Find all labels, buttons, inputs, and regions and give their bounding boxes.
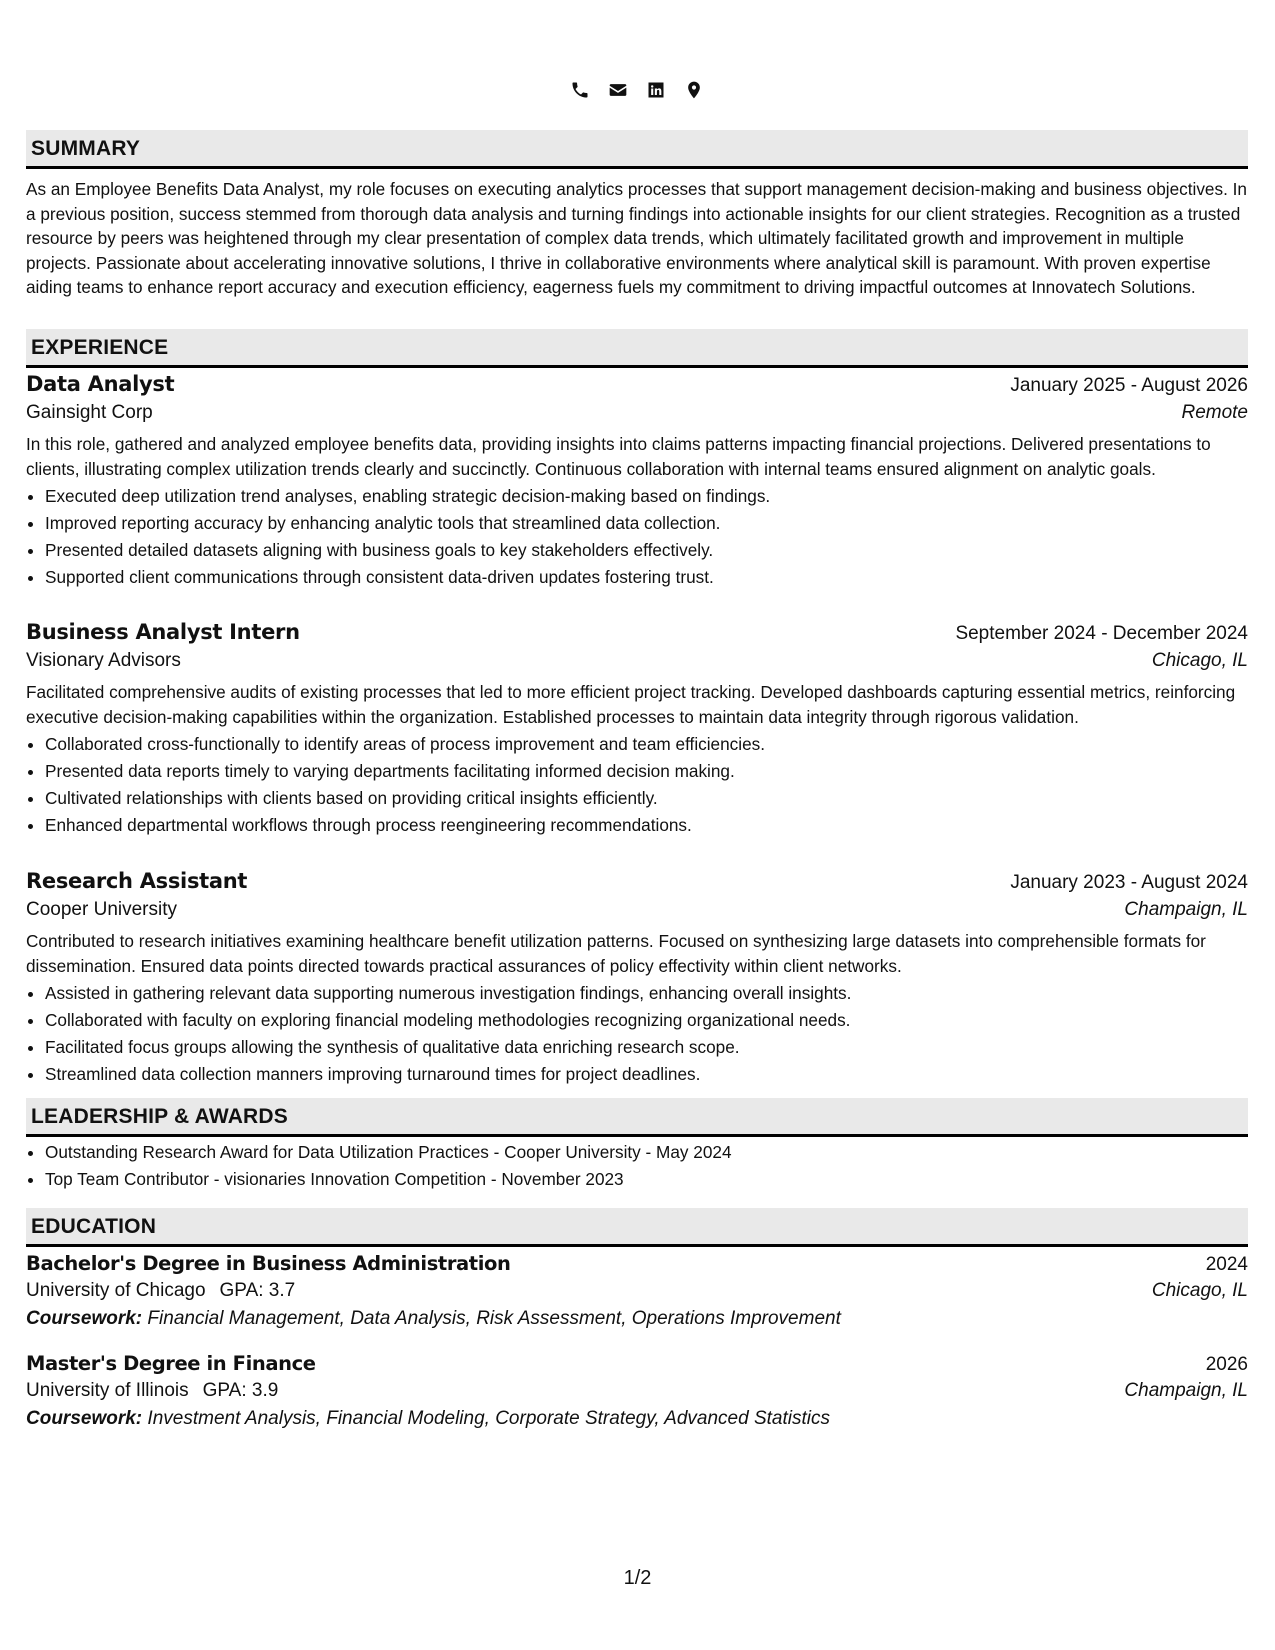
school-name: University of Illinois xyxy=(26,1380,189,1401)
list-item: • Presented data reports timely to varying departments facilitating informed decision making. xyxy=(45,758,1248,785)
job-dates: January 2025 - August 2026 xyxy=(1010,375,1248,396)
linkedin-icon[interactable] xyxy=(646,80,666,100)
leadership-section xyxy=(26,1098,1248,1193)
job-entry xyxy=(26,869,1248,1087)
list-item: • Top Team Contributor - visionaries Innovation Competition - November 2023 xyxy=(45,1166,1248,1193)
summary-heading: SUMMARY xyxy=(26,130,1248,169)
school-line xyxy=(26,1380,278,1402)
job-description: In this role, gathered and analyzed employee benefits data, providing insights into claims patterns impacting financial projections. Delivered presentations to clients, illustrating complex utilization trends clearly and succinctly. Continuous collaboration with internal teams ensured alignment on analytic goals. xyxy=(26,434,1211,479)
gpa: GPA: 3.9 xyxy=(202,1380,279,1401)
page-number: 1/2 xyxy=(623,1567,652,1589)
coursework-list: Financial Management, Data Analysis, Risk Assessment, Operations Improvement xyxy=(147,1308,841,1329)
degree-title: Bachelor's Degree in Business Administration xyxy=(26,1252,511,1275)
job-location: Chicago, IL xyxy=(1151,650,1248,671)
coursework-label: Coursework: xyxy=(26,1408,143,1429)
list-item: • Collaborated with faculty on exploring financial modeling methodologies recognizing organizational needs. xyxy=(45,1007,1248,1034)
job-title: Research Assistant xyxy=(26,869,248,893)
job-description: Facilitated comprehensive audits of existing processes that led to more efficient project tracking. Developed dashboards capturing essential metrics, reinforcing executive decision-making capabilities within the organization. Established processes to maintain data integrity through rigorous validation. xyxy=(26,682,1236,727)
leadership-heading: LEADERSHIP & AWARDS xyxy=(26,1098,1248,1137)
education-section xyxy=(26,1208,1248,1247)
map-pin-icon[interactable] xyxy=(684,80,704,100)
degree-year: 2026 xyxy=(1205,1354,1248,1375)
job-dates: September 2024 - December 2024 xyxy=(955,623,1248,644)
contact-icons-row xyxy=(26,80,1248,100)
job-bullets xyxy=(26,980,1248,1087)
education-entry xyxy=(26,1352,1248,1430)
job-description: Contributed to research initiatives examining healthcare benefit utilization patterns. Focused on synthesizing large datasets into comprehensible formats for dissemination. Ensured data points directed towards practical assurances of policy effectivity within client networks. xyxy=(26,931,1206,976)
gpa: GPA: 3.7 xyxy=(219,1280,296,1301)
school-location: Champaign, IL xyxy=(1124,1380,1248,1401)
list-item: • Improved reporting accuracy by enhancing analytic tools that streamlined data collection. xyxy=(45,510,1248,537)
job-dates: January 2023 - August 2024 xyxy=(1010,872,1248,893)
job-entry xyxy=(26,372,1248,590)
summary-section xyxy=(26,130,1248,300)
list-item: • Outstanding Research Award for Data Utilization Practices - Cooper University - May 2024 xyxy=(45,1139,1248,1166)
phone-icon[interactable] xyxy=(570,80,590,100)
job-location: Champaign, IL xyxy=(1124,899,1248,920)
school-line xyxy=(26,1280,295,1302)
education-entry xyxy=(26,1252,1248,1330)
degree-title: Master's Degree in Finance xyxy=(26,1352,316,1375)
list-item: • Executed deep utilization trend analyses, enabling strategic decision-making based on findings. xyxy=(45,483,1248,510)
job-bullets xyxy=(26,731,1248,838)
job-location: Remote xyxy=(1181,402,1248,423)
coursework xyxy=(26,1308,1248,1330)
job-company: Gainsight Corp xyxy=(26,402,153,423)
degree-year: 2024 xyxy=(1205,1254,1248,1275)
list-item: • Cultivated relationships with clients based on providing critical insights efficiently. xyxy=(45,785,1248,812)
list-item: • Collaborated cross-functionally to identify areas of process improvement and team efficiencies. xyxy=(45,731,1248,758)
coursework xyxy=(26,1408,1248,1430)
education-heading: EDUCATION xyxy=(26,1208,1248,1247)
envelope-icon[interactable] xyxy=(608,80,628,100)
list-item: • Assisted in gathering relevant data supporting numerous investigation findings, enhancing overall insights. xyxy=(45,980,1248,1007)
list-item: • Enhanced departmental workflows through process reengineering recommendations. xyxy=(45,812,1248,839)
list-item: • Streamlined data collection manners improving turnaround times for project deadlines. xyxy=(45,1061,1248,1088)
coursework-label: Coursework: xyxy=(26,1308,143,1329)
list-item: • Presented detailed datasets aligning with business goals to key stakeholders effectively. xyxy=(45,537,1248,564)
job-company: Visionary Advisors xyxy=(26,650,181,671)
job-entry xyxy=(26,620,1248,838)
job-company: Cooper University xyxy=(26,899,177,920)
school-location: Chicago, IL xyxy=(1151,1280,1248,1301)
coursework-list: Investment Analysis, Financial Modeling, Corporate Strategy, Advanced Statistics xyxy=(147,1408,830,1429)
experience-section xyxy=(26,329,1248,368)
awards-list xyxy=(26,1139,1248,1193)
list-item: • Supported client communications through consistent data-driven updates fostering trust. xyxy=(45,564,1248,591)
experience-heading: EXPERIENCE xyxy=(26,329,1248,368)
job-title: Data Analyst xyxy=(26,372,175,396)
job-bullets xyxy=(26,483,1248,590)
school-name: University of Chicago xyxy=(26,1280,206,1301)
job-title: Business Analyst Intern xyxy=(26,620,300,644)
list-item: • Facilitated focus groups allowing the synthesis of qualitative data enriching research scope. xyxy=(45,1034,1248,1061)
summary-text: As an Employee Benefits Data Analyst, my role focuses on executing analytics processes that support management decision-making and business objectives. In a previous position, success stemmed from thorough data analysis and turning findings into actionable insights for our client strategies. Recognition as a trusted resource by peers was heightened through my clear presentation of complex data trends, which ultimately facilitated growth and improvement in multiple projects. Passionate about accelerating innovative solutions, I thrive in collaborative environments where analytical skill is paramount. With proven expertise aiding teams to enhance report accuracy and execution efficiency, eagerness fuels my commitment to driving impactful outcomes at Innovatech Solutions. xyxy=(26,179,1247,298)
